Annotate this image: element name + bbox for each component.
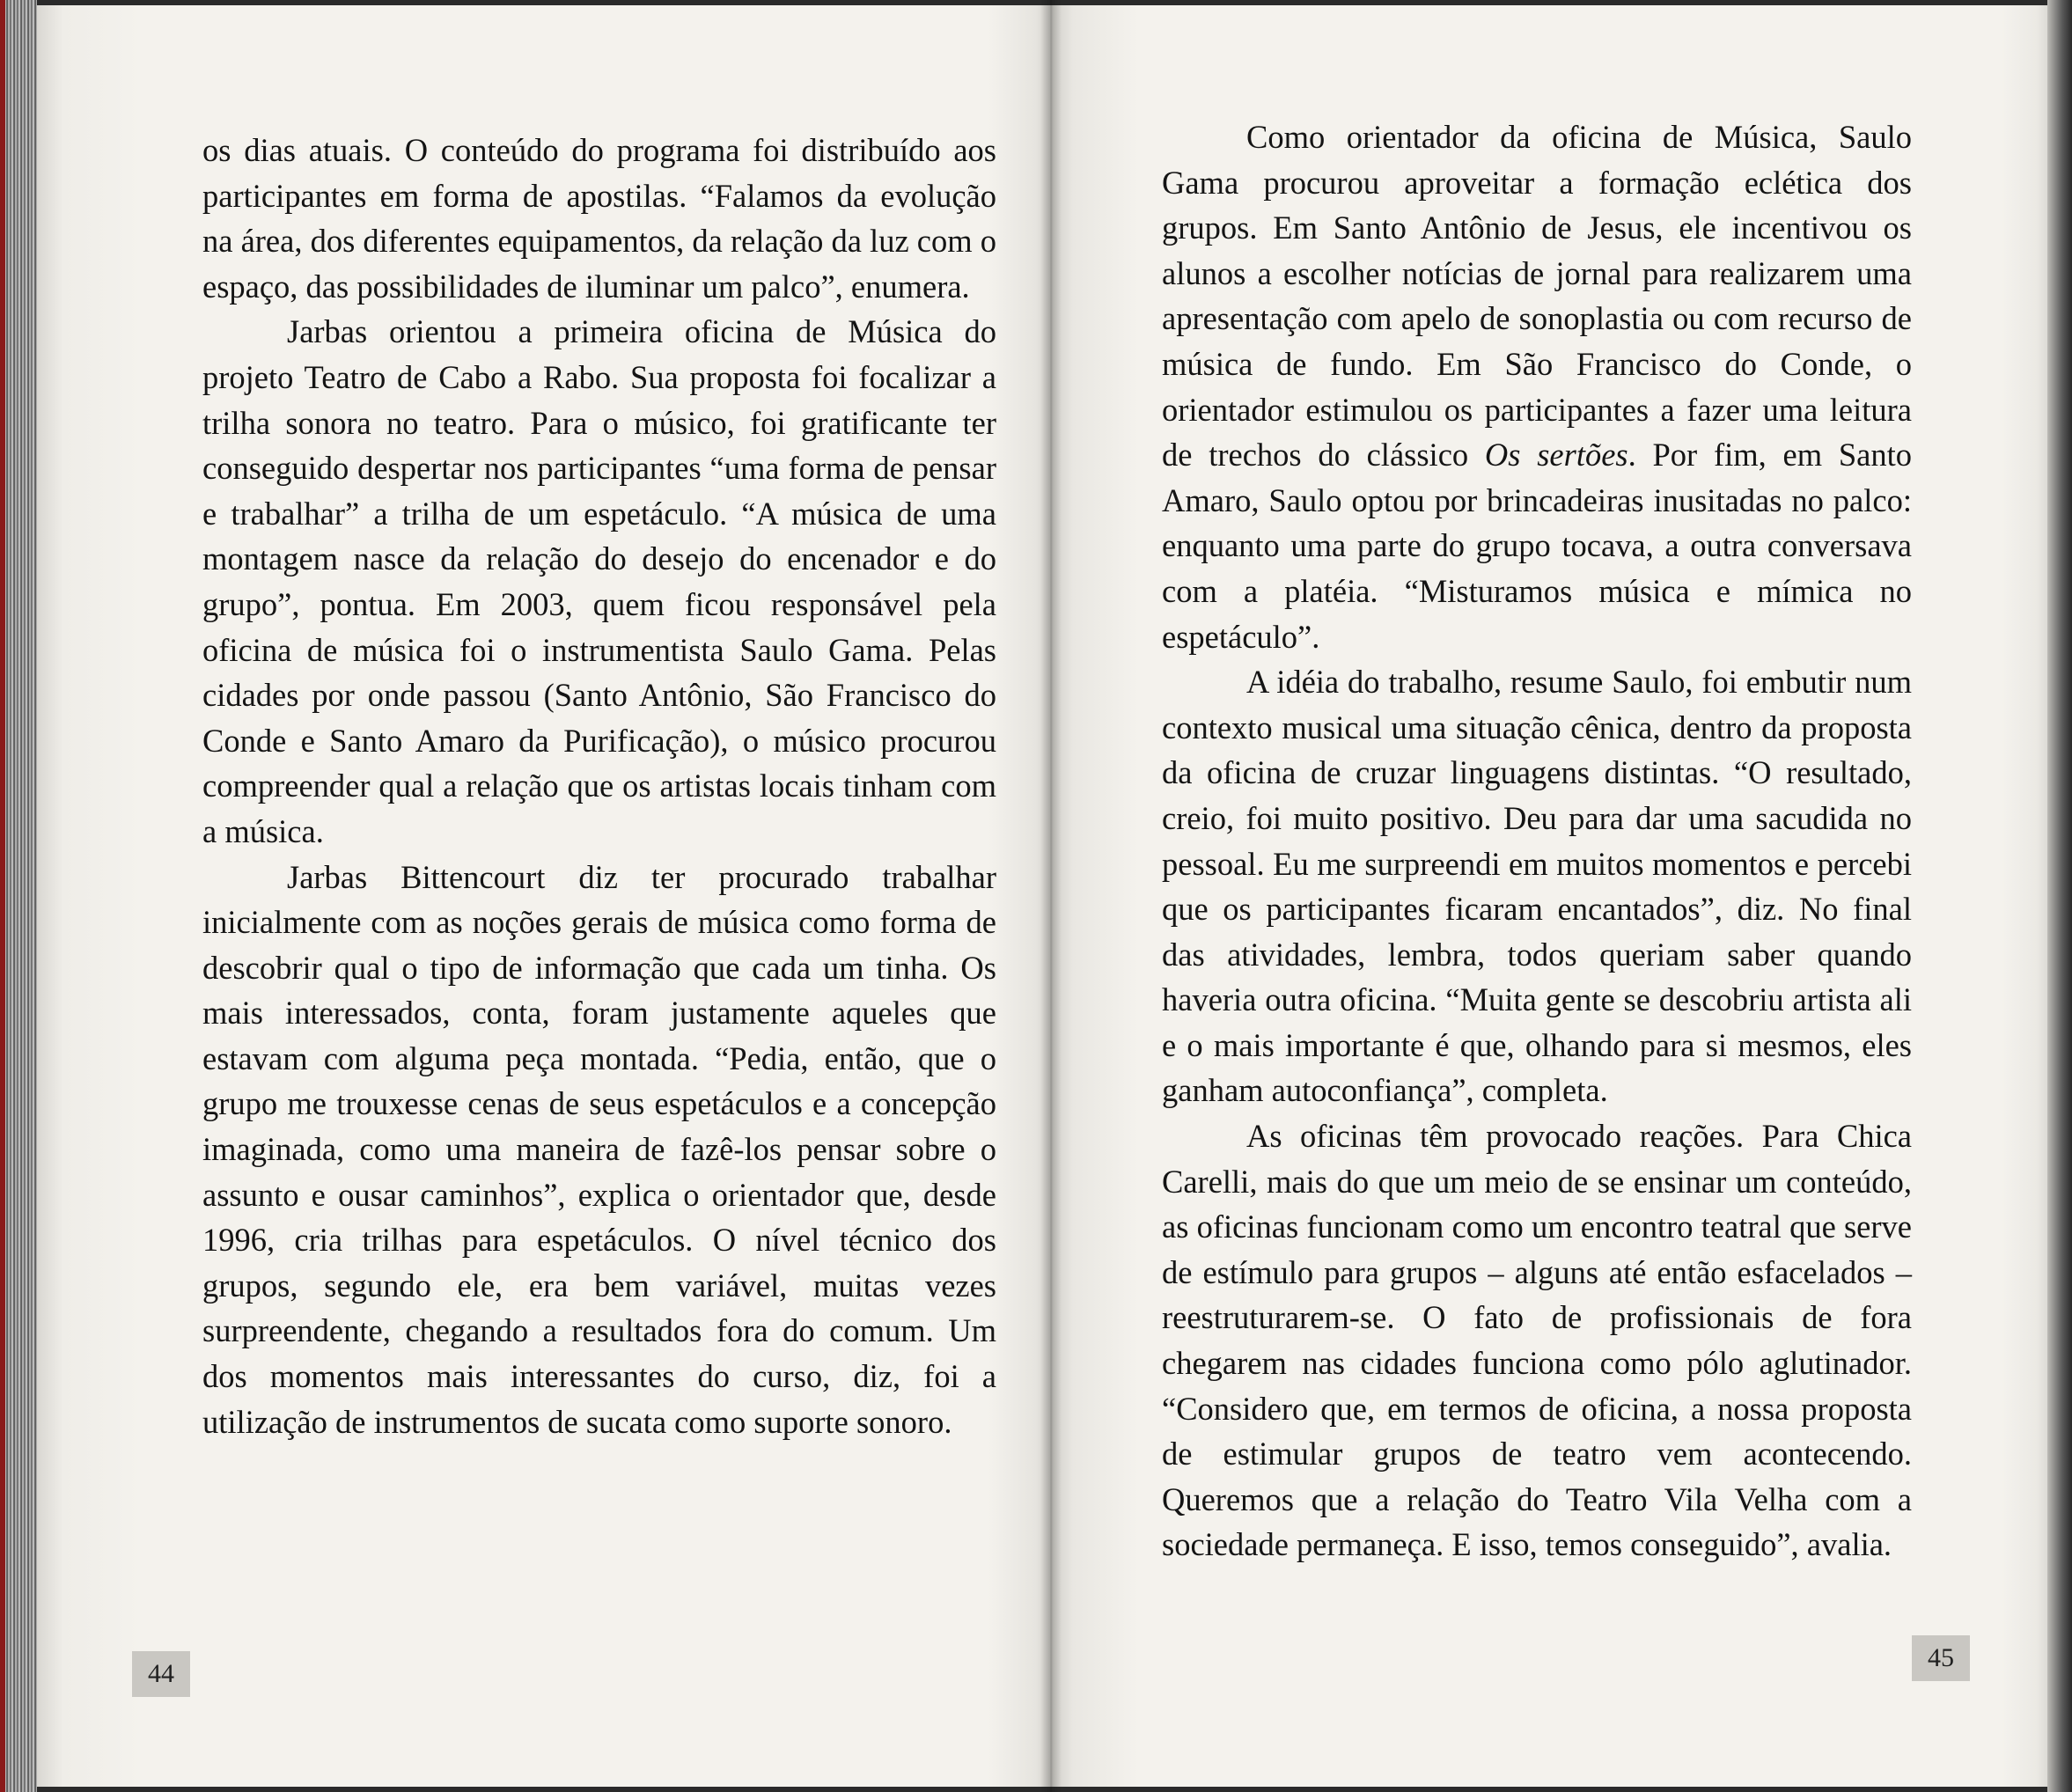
right-paragraph-3: As oficinas têm provocado reações. Para Chica Carelli, mais do que um meio de se ensinar um conteúdo, as oficinas funcionam como um encontro teatral que serve de estímulo para grupos – alguns até então esfacelados – reestruturarem-se. O fato de profissionais de fora chegarem nas cidades funciona como pólo aglutinador. “Considero que, em termos de oficina, a nossa proposta de estimular grupos de teatro vem acontecendo. Queremos que a relação do Teatro Vila Velha com a sociedade permaneça. E isso, temos conseguido”, avalia. <box>1162 1118 1912 1563</box>
right-paragraph-1-part-2: . Por fim, em Santo Amaro, Saulo optou por brincadeiras inusitadas no palco: enquanto uma parte do grupo tocava, a outra conversava com a platéia. “Misturamos música e mímica no espetáculo”. <box>1162 437 1912 655</box>
left-paragraph-2: Jarbas orientou a primeira oficina de Música do projeto Teatro de Cabo a Rabo. Sua proposta foi focalizar a trilha sonora no teatro. Para o músico, foi gratificante ter conseguido despertar nos participantes “uma forma de pensar e trabalhar” a trilha de um espetáculo. “A música de uma montagem nasce da relação do desejo do encenador e do grupo”, pontua. Em 2003, quem ficou responsável pela oficina de música foi o instrumentista Saulo Gama. Pelas cidades por onde passou (Santo Antônio, São Francisco do Conde e Santo Amaro da Purificação), o músico procurou compreender qual a relação que os artistas locais tinham com a música. <box>202 313 996 849</box>
right-page <box>1051 5 2047 1787</box>
left-paragraph-1: os dias atuais. O conteúdo do programa foi distribuído aos participantes em forma de apostilas. “Falamos da evolução na área, dos diferentes equipamentos, da relação da luz com o espaço, das possibilidades de iluminar um palco”, enumera. <box>202 132 996 305</box>
left-page <box>37 5 1051 1787</box>
book-left-edge <box>0 0 37 1792</box>
right-paragraph-1 <box>1162 114 1912 659</box>
left-page-number: 44 <box>132 1651 190 1697</box>
book-right-edge <box>2047 0 2072 1792</box>
left-page-text <box>202 128 996 1444</box>
right-paragraph-1-part-1: Como orientador da oficina de Música, Saulo Gama procurou aproveitar a formação eclética dos grupos. Em Santo Antônio de Jesus, ele incentivou os alunos a escolher notícias de jornal para realizarem uma apresentação com apelo de sonoplastia ou com recurso de música de fundo. Em São Francisco do Conde, o orientador estimulou os participantes a fazer uma leitura de trechos do clássico <box>1162 119 1912 474</box>
right-paragraph-2: A idéia do trabalho, resume Saulo, foi embutir num contexto musical uma situação cênica, dentro da proposta da oficina de cruzar linguagens distintas. “O resultado, creio, foi muito positivo. Deu para dar uma sacudida no pessoal. Eu me surpreendi em muitos momentos e percebi que os participantes ficaram encantados”, diz. No final das atividades, lembra, todos queriam saber quando haveria outra oficina. “Muita gente se descobriu artista ali e o mais importante é que, olhando para si mesmos, eles ganham autoconfiança”, completa. <box>1162 664 1912 1109</box>
left-paragraph-3: Jarbas Bittencourt diz ter procurado trabalhar inicialmente com as noções gerais de música como forma de descobrir qual o tipo de informação que cada um tinha. Os mais interessados, conta, foram justamente aqueles que estavam com alguma peça montada. “Pedia, então, que o grupo me trouxesse cenas de seus espetáculos e a concepção imaginada, como uma maneira de fazê-los pensar sobre o assunto e ousar caminhos”, explica o orientador que, desde 1996, cria trilhas para espetáculos. O nível técnico dos grupos, segundo ele, era bem variável, muitas vezes surpreendente, chegando a resultados fora do comum. Um dos momentos mais interessantes do curso, diz, foi a utilização de instrumentos de sucata como suporte sonoro. <box>202 858 996 1440</box>
book-title-italic: Os sertões <box>1484 437 1628 474</box>
right-page-number: 45 <box>1912 1635 1970 1681</box>
book-gutter-shadow <box>1040 0 1062 1792</box>
right-page-text <box>1162 114 1912 1568</box>
